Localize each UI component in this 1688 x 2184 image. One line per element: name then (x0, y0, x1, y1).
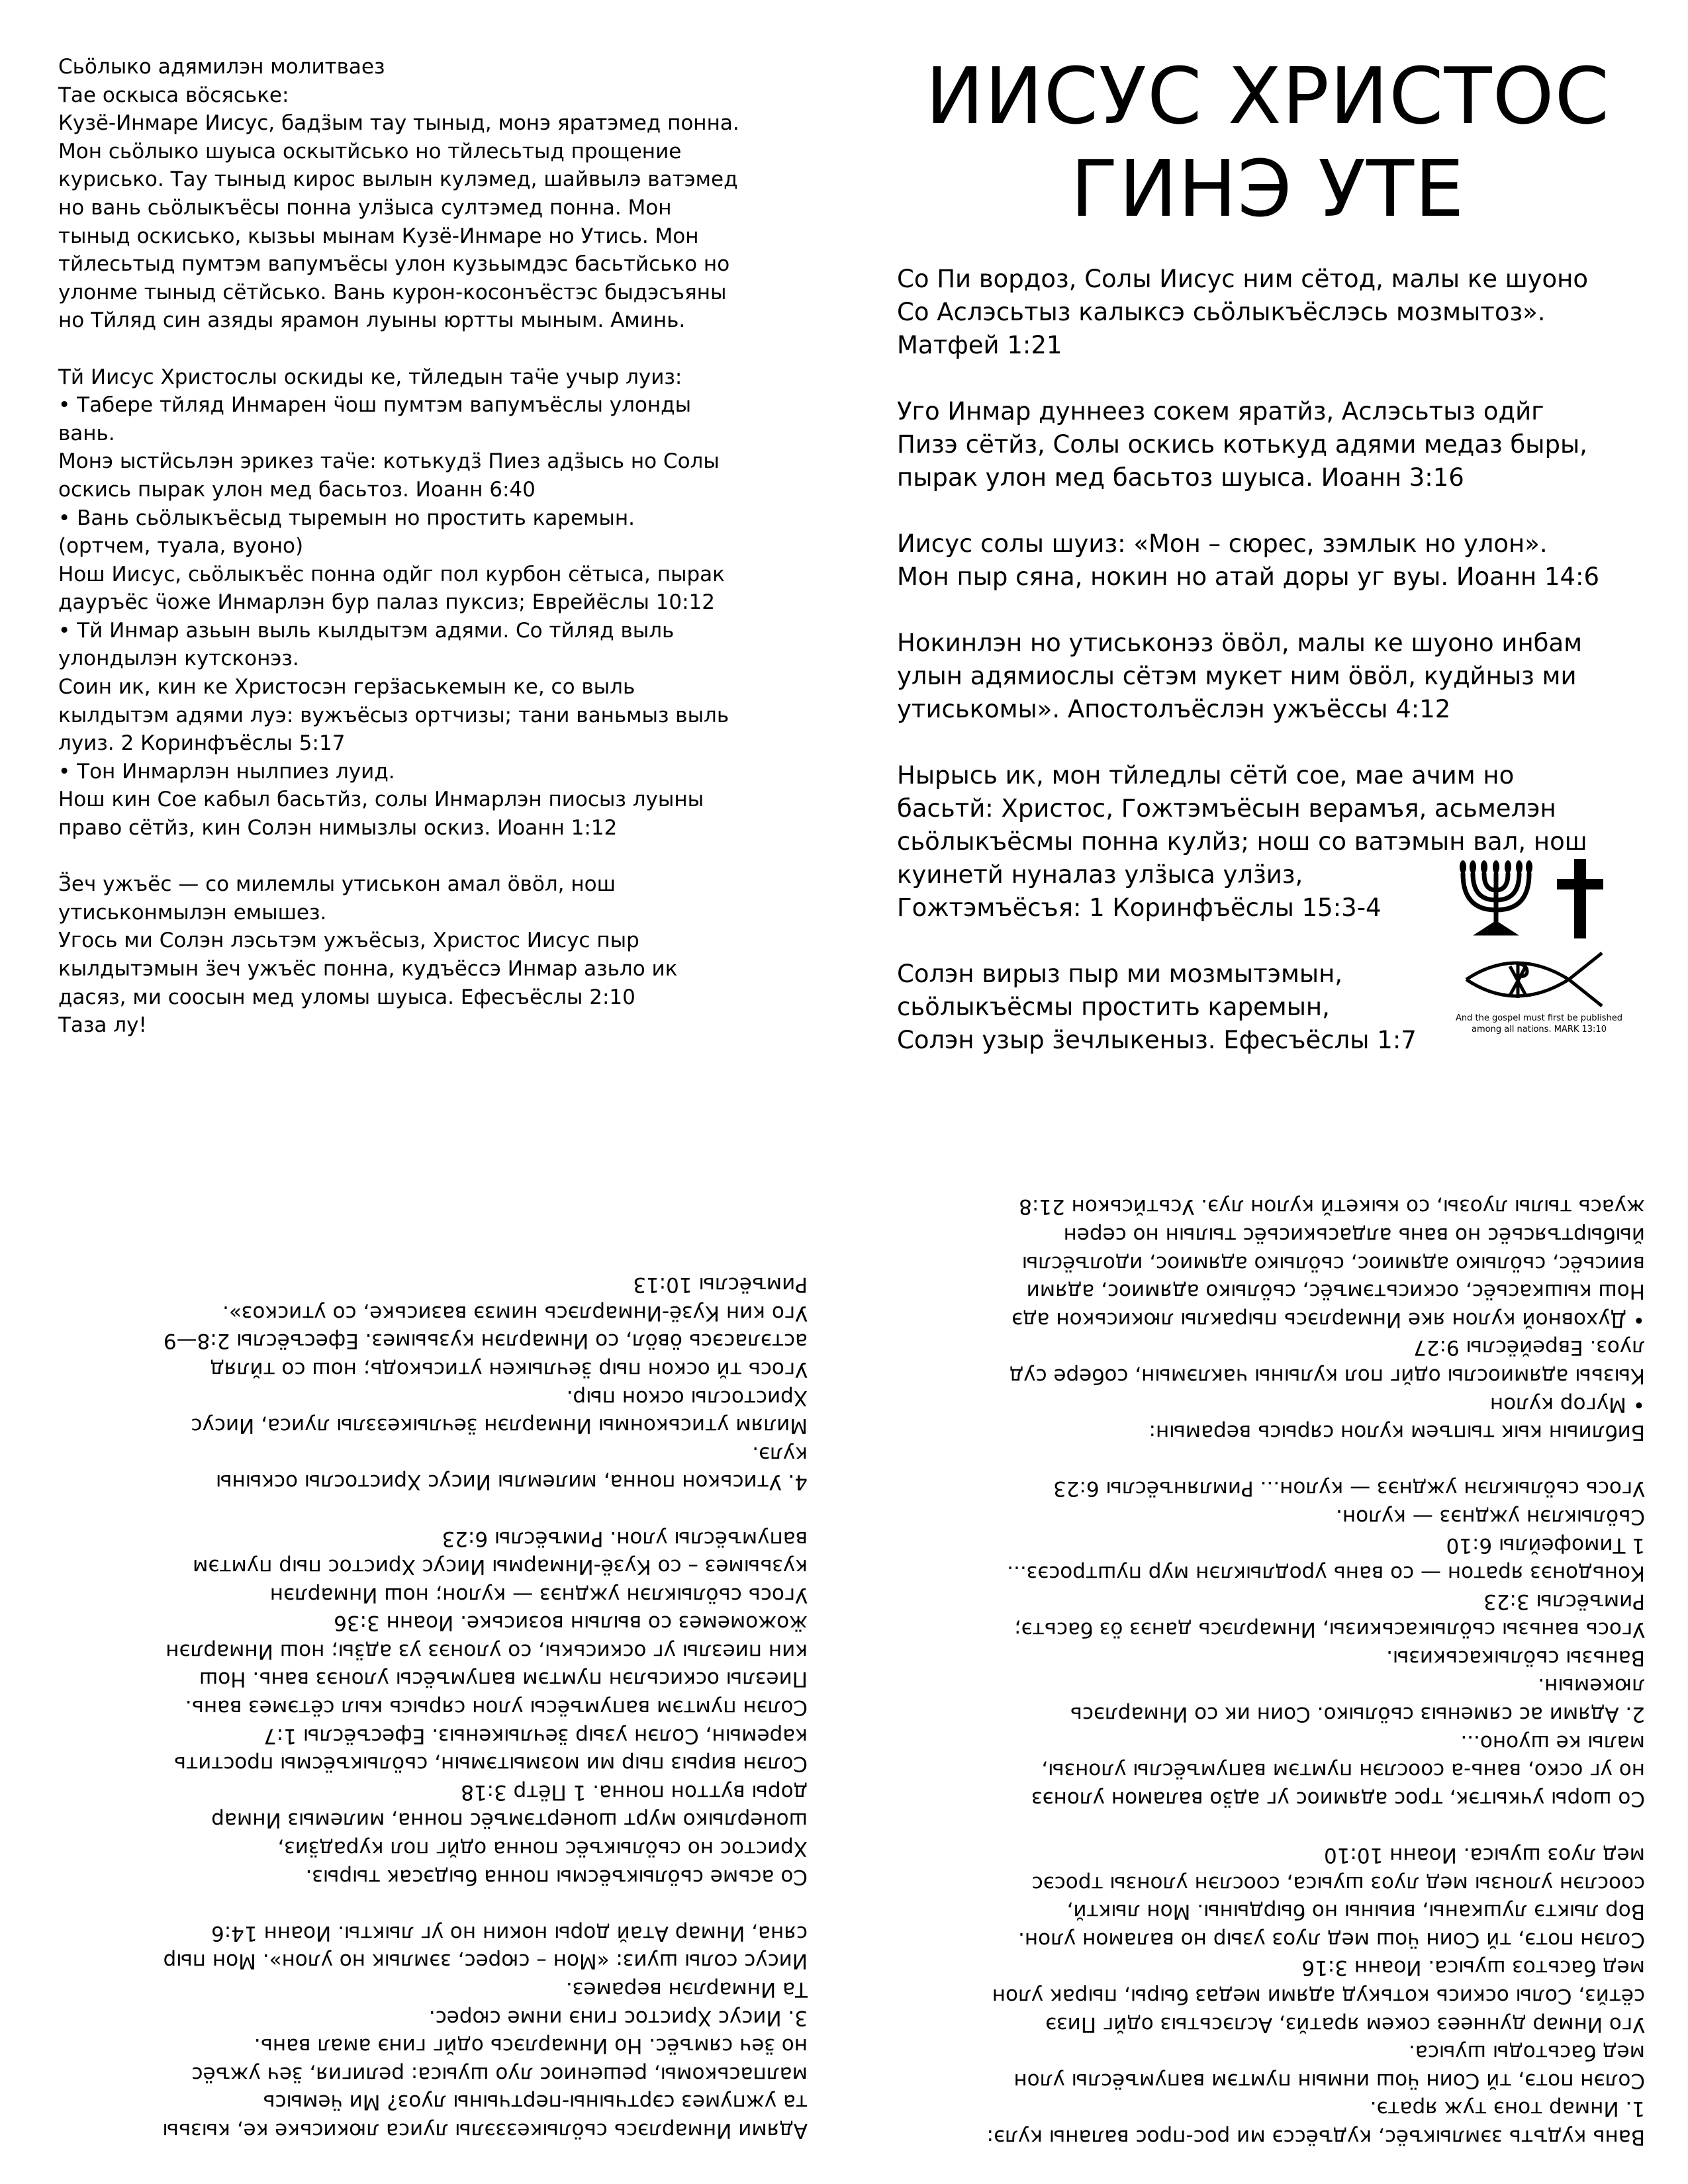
text-line: 4. Утиськон понна, милемлы Иисус Христослы оскыны (216, 1470, 808, 1494)
verse-line: куинетй нуналаз улӟыса улӟиз, (897, 860, 1303, 889)
verse-line (897, 726, 1638, 759)
text-line: кулэ. (752, 1441, 808, 1466)
text-line: ӝожомемез со вылын возиське. Иоанн 3:36 (334, 1611, 808, 1635)
text-line: Христослы оскон пыр. (566, 1385, 808, 1410)
text-line (917, 1813, 1645, 1841)
text-line: Тае оскыса вӧсяське: (58, 83, 289, 107)
text-line: Угось сьӧлыклэн ужднэз — кулон; нош Инмарлэн (269, 1582, 808, 1607)
text-line: утиськонмылэн емышез. (58, 900, 327, 925)
text-line: Та Инмарлэн верамез. (565, 1978, 808, 2002)
text-line: Иисус солы шуиз: «Мон – сюрес, зэмлык но улон». Мон пыр (163, 1949, 808, 1974)
text-line: улонме тыныд сётйсько. Вань курон-косонъёстэс быдэсъяны (58, 280, 727, 304)
text-line: Солэн потэ, тй Соин ӵош мед луоз узыр но валамон улон. (1018, 1927, 1645, 1952)
text-line: но вань сьӧлыкъёсы понна улӟыса султэмед понна. Мон (58, 195, 672, 220)
text-line: сётйз, Солы оскись котькуд адями медаз быры, пырак улон (992, 1984, 1645, 2009)
text-line: но ӟеч сямъёс. Но Инмарлэсь одйг гинэ амал вань. (254, 2034, 808, 2058)
text-line: Коньдонэз яратон — со вань уродлыклэн мур пуштросэз... (1007, 1561, 1645, 1586)
text-line: • Вань сьӧлыкъёсыд тыремын но простить каремын. (58, 506, 635, 530)
text-line: вань. (58, 421, 115, 445)
text-line: мед басьтоз шуыса. Иоанн 3:16 (1301, 1956, 1645, 1980)
text-line: Нош кышкасьёс, оскисьтэмъёс, сьӧлыко адямиос, адями (1026, 1279, 1645, 1304)
text-line: вапумъёслы улон. Римъёслы 6:23 (442, 1526, 808, 1551)
text-line: Вор лыктэ лушканы, виыны но бырдыны. Мон лыктй, (1066, 1899, 1645, 1924)
text-line: шонерлыко мурт шонертэмъёс понна, милемыз Инмар (211, 1808, 808, 1833)
text-line: Солэн потэ, тй Соин ӵош инмын пумтэм вапумъёслы улон (1013, 2068, 1645, 2093)
caption-line: among all nations. MARK 13:10 (1472, 1024, 1607, 1034)
text-line: Милям утиськонмы Инмарлэн ӟечлыкеззлы луиса, Иисус (191, 1414, 808, 1438)
text-line: Угось ваньзы сьӧлыкаськизы, Инмарлэсь данэз ӧз басьтэ; (1014, 1617, 1645, 1642)
verse-line: Матфей 1:21 (897, 331, 1062, 359)
text-line (58, 842, 803, 871)
text-line (63, 1496, 808, 1524)
text-line: кылдытэмын ӟеч ужъёс понна, кудъёссэ Инмар азьло ик (58, 957, 678, 981)
verse-line: басьтй: Христос, Гожтэмъёсын верамъя, асьмелэн (897, 794, 1556, 823)
ichthys-chi-rho-icon (1466, 953, 1602, 1006)
text-line: Адями Инмарлэсь сьӧлыкеззэлы луиса люкиське ке, кызьы (162, 2118, 808, 2142)
text-line: кин пиезлы уг оскиськы, со улонэз уз адӟы; нош Инмарлэн (165, 1639, 808, 1663)
cross-icon (1557, 859, 1603, 938)
text-line: • Табере тйляд Инмарен ӵош пумтэм вапумъёслы улонды (58, 393, 692, 418)
verse-line: Гожтэмъёсъя: 1 Коринфъёслы 15:3-4 (897, 893, 1382, 922)
text-line: Нош кин Сое кабыл басьтйз, солы Инмарлэн пиосыз луыны (58, 788, 704, 812)
text-line (58, 335, 803, 363)
text-line: • Мугор кулон (1489, 1392, 1645, 1416)
text-line: 1 Тимофейлы 6:10 (1446, 1533, 1645, 1557)
text-line: малпаськомы, решениос луо шуыса: религия, ӟеч ужъёс (191, 2062, 808, 2086)
text-line: йыбыртъясьёс но вань алдаськисьёс тылын но серен (1063, 1223, 1645, 1247)
text-line: луиз. 2 Коринфъёслы 5:17 (58, 731, 346, 756)
emblem-caption (1440, 1013, 1638, 1035)
text-line: доры вуттон понна. 1 Пётр 3:18 (461, 1780, 808, 1804)
text-line: Кызьы адямиослы одйг пол кулыны чаклэмын, собере суд (1009, 1363, 1645, 1388)
text-line: 3. Иисус Христос гинэ инмe сюрес. (428, 2005, 808, 2030)
text-line: Нош Иисус, сьӧлыкъёс понна одйг пол курбон сётыса, пырак (58, 562, 725, 586)
text-line: Таза лу! (58, 1013, 147, 1038)
text-line: жуась тылы луозы, со кыкетй кулон луэ. Усьтйськон 21:8 (1019, 1195, 1645, 1219)
text-line: виисьёс, сьӧлыко адямиос, сьӧлыко адямиос, идолъёслы (1021, 1251, 1645, 1275)
text-line: дауръёс ӵоже Инмарлэн бур палаз пуксиз; Еврейёслы 10:12 (58, 590, 715, 615)
text-line: • Тй Инмар азьын выль кылдытэм адями. Со тйляд выль (58, 618, 675, 643)
text-line: курисько. Тау тыныд кирос вылын кулэмед, шайвылэ ватэмед (58, 167, 738, 192)
text-line: Мон сьӧлыко шуыса оскытйсько но тйлесьтыд прощение (58, 139, 682, 163)
text-line: кылдытэм адями луэ: вужъёсыз ортчизы; тани ваньмыз выль (58, 703, 729, 727)
text-line: но уг оско, вань-а соослэн пумтэм вапумъёслы улонзы, (1041, 1758, 1645, 1783)
caption-line: And the gospel must first be published (1455, 1013, 1622, 1023)
text-line: луоз. Еврейёслы 9:27 (1413, 1336, 1645, 1360)
title-line: ИИСУС ХРИСТОС (925, 50, 1610, 142)
text-line: Христос но сьӧлыкъёс понна одйг пол курадӟиз, (277, 1837, 808, 1861)
text-line: Угось тй оскон пыр ӟечлыкен утиськодь; нош со тйляд (210, 1357, 808, 1381)
text-line: Солэн пумтэм вапумъёсы улон сярысь кыл сётэмез вань. (185, 1696, 808, 1720)
text-line (63, 1891, 808, 1919)
text-line: • Духовной кулон яке Инмарлэсь пыраклы люкиськон адэ (1011, 1307, 1645, 1332)
text-line: но Тйляд син азяды ярамон луыны юртты мыным. Аминь. (58, 308, 686, 333)
menorah-icon (1460, 860, 1532, 933)
text-line: кузьымез – со Кузё-Инмармы Иисус Христос пыр пумтэм (192, 1555, 808, 1579)
text-line: та ужпумез сэртчыны-пертчыны луоз? Ми ӵемысь (263, 2090, 808, 2115)
bottom-left-inverted-panel (63, 1152, 808, 2144)
text-line: Тй Иисус Христослы оскиды ке, тйледын таӵе учыр луиз: (58, 365, 682, 389)
text-line: Угось ми Солэн лэсьтэм ужъёсыз, Христос Иисус пыр (58, 929, 639, 953)
verse-line: Иисус солы шуиз: «Мон – сюрес, зэмлык но улон». (897, 529, 1548, 558)
verse-line: Нокинлэн но утиськонэз ӧвӧл, малы ке шуоно инбам (897, 629, 1583, 657)
text-line: Уго кин Кузё-Инмарлэсь нимзэ вазиське, со утискоз». (222, 1300, 808, 1325)
text-line: Соин ик, кин ке Христосэн герӟаськемын ке, со выль (58, 675, 635, 700)
text-line: соослэн улонзы мед луоз шуыса, соослэн улонзы тросэс (1031, 1871, 1645, 1895)
text-line (917, 1446, 1645, 1475)
verse-line: Солэн узыр ӟечлыкеныз. Ефесъёслы 1:7 (897, 1026, 1417, 1054)
text-line: Со шоры учкытэк, трос адямиос уг адӟо валамон улонэз (1031, 1786, 1645, 1811)
bottom-right-inverted-panel (917, 1138, 1645, 2151)
text-line: Пиезлы оскисьлэн пумтэм вапумъёсы улонэз вань. Нош (199, 1667, 808, 1692)
verse-line (897, 362, 1638, 395)
top-left-prayer-panel (58, 53, 803, 1046)
text-line: тйлесьтыд пумтэм вапумъёсы улон кузьымдэс басьтйсько но (58, 252, 730, 277)
text-line: каремын, Солэн узыр ӟечлыкеныз. Ефесъёслы 1:7 (263, 1723, 808, 1748)
verse-line: Пизэ сётйз, Солы оскись котькуд адями медаз быры, (897, 430, 1587, 459)
verse-line: пырак улон мед басьтоз шуыса. Иоанн 3:16 (897, 463, 1464, 492)
text-line: • Тон Инмарлэн нылпиез луид. (58, 759, 395, 784)
verse-line: сьӧлыкъёсмы понна кулйз; нош со ватэмын вал, нош (897, 827, 1587, 856)
text-line: Ваньзы сьӧлыкаськизы. (1386, 1645, 1645, 1670)
text-line: малы ке шуоно... (1460, 1730, 1645, 1754)
text-line: 2. Адями ас сяменыз сьӧлыко. Соин ик со Инмарлэсь (1070, 1702, 1645, 1727)
verse-line: сьӧлыкъёсмы простить каремын, (897, 993, 1330, 1021)
text-line: Ӟеч ужъёс — со милемлы утиськон амал ӧвӧл, нош (58, 872, 616, 897)
verse-line: Нырысь ик, мон тйледлы сётй сое, мае ачим но (897, 761, 1515, 790)
verse-line: Мон пыр сяна, нокин но атай доры уг вуы. Иоанн 14:6 (897, 563, 1600, 591)
text-line: Римъёслы 3:23 (1483, 1589, 1645, 1614)
text-line: Вань кудъть зэмлыкъёс, кудъёссэ ми рос-прос валаны кулэ: (986, 2125, 1645, 2149)
page-title (897, 50, 1638, 235)
text-line: Монэ ыстӥсьлэн эрикез таӵе: котькудӟ Пиез адӟысь но Солы (58, 449, 720, 474)
text-line: сяна, Инмар Атай доры нокин но уг лыкты. Иоанн 14:6 (211, 1921, 808, 1945)
verse-line (897, 494, 1638, 527)
verse-line: Уго Инмар дуннеез сокем яратйз, Аслэсьтыз одйг (897, 397, 1544, 426)
text-line: Уго Инмар дуннеез сокем яратйз, Аслэсьтыз одйг Пизэ (1045, 2012, 1645, 2036)
verse-line: Со Пи вордоз, Солы Иисус ним сётод, малы ке шуоно (897, 265, 1588, 293)
text-line: Римъёслы 10:13 (633, 1273, 808, 1297)
text-line: люкемын. (1538, 1674, 1645, 1698)
text-line: 1. Инмар тонэ туж яратэ. (1370, 2097, 1645, 2121)
title-line: ГИНЭ УТЕ (1070, 143, 1465, 234)
verse-line: улын адямиослы сётэм мукет ним ӧвӧл, кудйныз ми (897, 662, 1577, 690)
text-line: Кузё-Инмаре Иисус, бадӟым тау тыныд, монэ яратэмед понна. (58, 111, 739, 136)
text-line: мед луоз шуыса. Иоанн 10:10 (1323, 1843, 1645, 1868)
text-line: улондылэн кутсконэз. (58, 647, 299, 671)
verse-line: Со Аслэсьтыз калыксэ сьӧлыкъёслэсь мозмытоз». (897, 298, 1546, 326)
text-line: (ортчем, туала, вуоно) (58, 534, 304, 559)
verse-line (897, 594, 1638, 627)
verse-line: Солэн вирыз пыр ми мозмытэмын, (897, 960, 1343, 988)
text-line: Библиын кык тыпъем кулон сярысь верамын: (1149, 1420, 1645, 1445)
verse-line: утиськомы». Апостолъёслэн ужъёссы 4:12 (897, 695, 1451, 723)
text-line: оскись пырак улон мед басьтоз. Иоанн 6:40 (58, 477, 536, 502)
text-line: астэласэсь ӧвӧл, со Инмарлэн кузьымез. Ефесъёслы 2:8—9 (163, 1329, 808, 1353)
text-line: тыныд оскисько, кызьы мынам Кузё-Инмаре но Утись. Мон (58, 224, 699, 248)
text-line: Угось сьӧлыклэн ужднэз — кулон... Римлянъёслы 6:23 (1053, 1477, 1645, 1501)
text-line: мед басьтоды шуыса. (1408, 2040, 1645, 2065)
text-line: Со асьме сьӧлыкъёсмы понна быдэсак тырыз. (305, 1864, 808, 1889)
text-line: Сьӧлыко адямилэн молитваез (58, 55, 385, 79)
text-line: право сётйз, кин Солэн нимызлы оскиз. Иоанн 1:12 (58, 816, 618, 841)
text-line: дасяз, ми соосын мед уломы шуыса. Ефесъёслы 2:10 (58, 985, 635, 1009)
text-line: Солэн вирыз пыр ми мозмытэмын, сьӧлыкъёсмы простить (173, 1752, 808, 1776)
text-line: Сьӧлыклэн ужднэз — кулон. (1336, 1504, 1645, 1529)
